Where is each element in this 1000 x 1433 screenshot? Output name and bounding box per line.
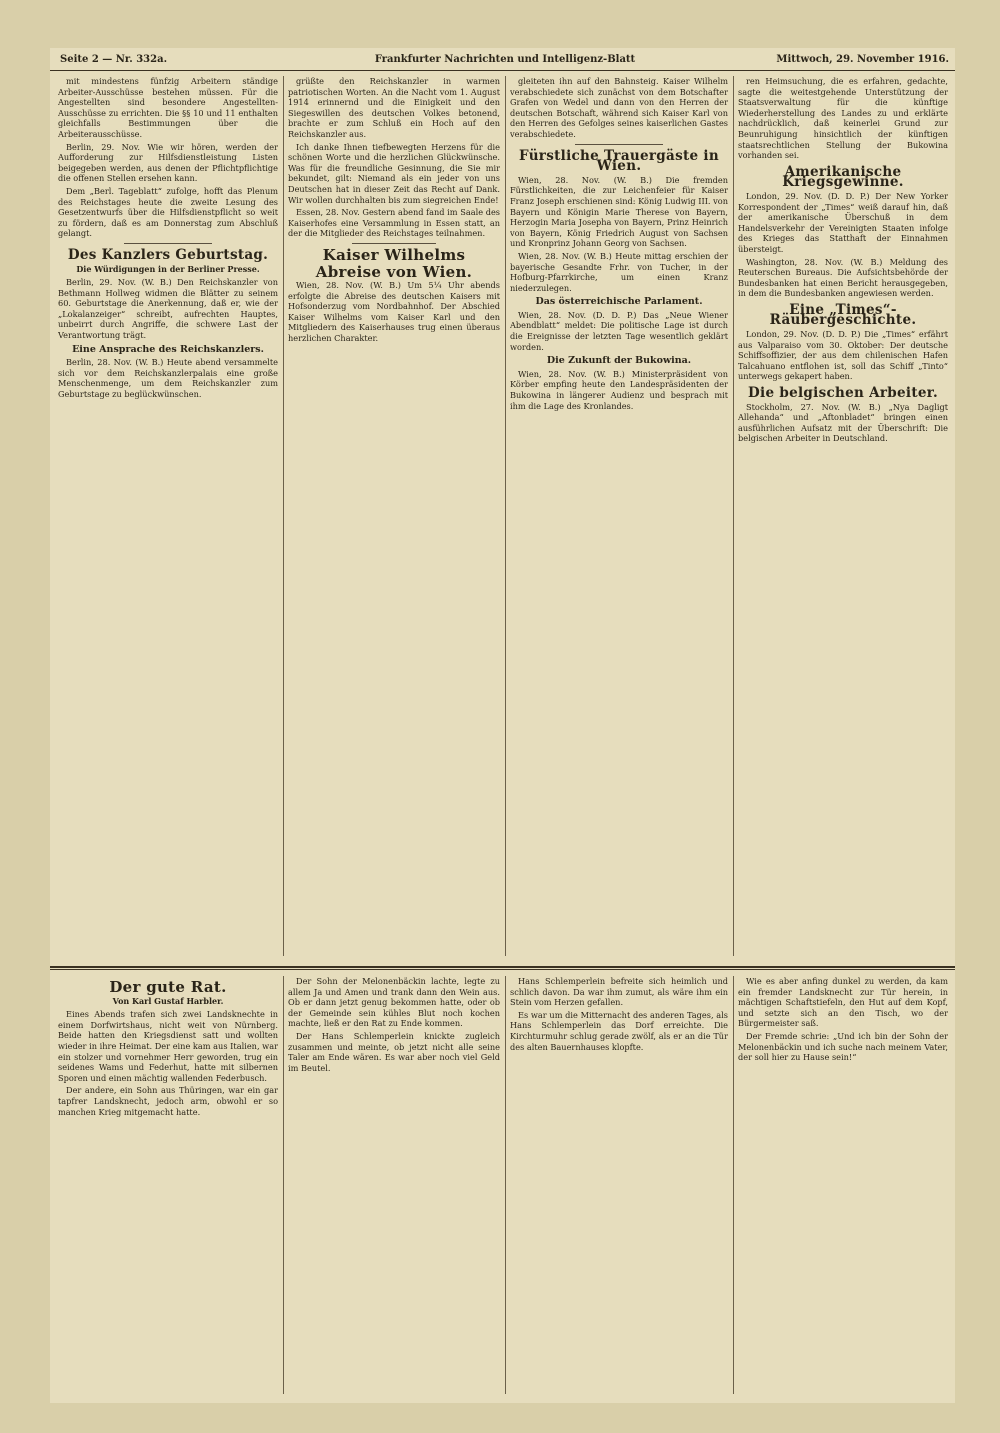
column-rule bbox=[283, 76, 284, 956]
issue-date: Mittwoch, 29. November 1916. bbox=[776, 54, 949, 65]
feuilleton-rule bbox=[50, 969, 955, 970]
article-text: Washington, 28. Nov. (W. B.) Meldung des Reuterschen Bureaus. Die Aufsichtsbehörde der Bundesbanken hat einen Bericht herausgegeben, in dem die Bundesbanken angewiesen werden. bbox=[738, 256, 948, 299]
newspaper-page bbox=[50, 48, 955, 1403]
feuilleton-title: Der gute Rat. bbox=[109, 978, 227, 996]
feuilleton-column-3 bbox=[510, 976, 728, 1394]
article-text: grüßte den Reichskanzler in warmen patriotischen Worten. An die Nacht vom 1. August 1914 erinnernd und die Einigkeit und den Siegeswillen des deutschen Volkes betonend, brachte er zum Schluß ein Hoch auf den Reichskanzler aus. bbox=[288, 76, 500, 139]
article-text: Wien, 28. Nov. (W. B.) Um 5¼ Uhr abends erfolgte die Abreise des deutschen Kaisers mit Hofsonderzug vom Nordbahnhof. Der Abschied Kaiser Wilhelms vom Kaiser Karl und den Mitgliedern des Kaiserhauses trug einen überaus herzlichen Charakter. bbox=[288, 280, 500, 344]
article-text: Berlin, 29. Nov. Wie wir hören, werden der Aufforderung zur Hilfsdienstleistung Listen beigegeben werden, aus denen der Pflichtpflichtige die offenen Stellen ersehen kann. bbox=[58, 141, 278, 184]
article-text: Essen, 28. Nov. Gestern abend fand im Saale des Kaiserhofes eine Versammlung in Essen statt, an der die Mitglieder des Reichstages teilnahmen. bbox=[288, 207, 500, 239]
article-text: Berlin, 29. Nov. (W. B.) Den Reichskanzler von Bethmann Hollweg widmen die Blätter zu seinem 60. Geburtstage die Anerkennung, daß er, wie der „Lokalanzeiger“ schreibt, aufrechten Hauptes, unbeirrt durch Angriffe, die schwere Last der Verantwortung trägt. bbox=[58, 277, 278, 341]
column-4 bbox=[738, 76, 948, 956]
story-text: Der Fremde schrie: „Und ich bin der Sohn der Melonenbäckin und ich suche nach meinem Vater, der soll hier zu Hause sein!“ bbox=[738, 1030, 948, 1063]
article-text: Wien, 28. Nov. (D. D. P.) Das „Neue Wiener Abendblatt“ meldet: Die politische Lage ist durch die Ereignisse der letzten Tage wesentlich geklärt worden. bbox=[510, 309, 728, 352]
feuilleton-rule bbox=[50, 966, 955, 968]
article-headline: Eine „Times“-Räubergeschichte. bbox=[769, 301, 917, 329]
divider bbox=[124, 243, 212, 244]
page-number: Seite 2 — Nr. 332a. bbox=[60, 54, 168, 65]
feuilleton-column-4 bbox=[738, 976, 948, 1394]
feuilleton-author: Von Karl Gustaf Harbler. bbox=[112, 995, 224, 1006]
article-headline: Das österreichische Parlament. bbox=[535, 296, 703, 308]
column-rule bbox=[505, 976, 506, 1394]
story-text: Es war um die Mitternacht des anderen Tages, als Hans Schlemperlein das Dorf erreichte. Die Kirchturmuhr schlug gerade zwölf, als er an die Tür des alten Bauernhauses klopfte. bbox=[510, 1009, 728, 1052]
article-headline: Die Zukunft der Bukowina. bbox=[546, 355, 692, 367]
article-text: Dem „Berl. Tageblatt“ zufolge, hofft das Plenum des Reichstages heute die zweite Lesung des Gesetzentwurfs über die Hilfsdienstpflicht so weit zu fördern, daß es am Donnerstag zum Abschluß gelangt. bbox=[58, 185, 278, 239]
column-3 bbox=[510, 76, 728, 956]
story-text: Eines Abends trafen sich zwei Landsknechte in einem Dorfwirtshaus, nicht weit von Nürnberg. Beide hatten den Kriegsdienst satt und wollten wieder in ihre Heimat. Der eine kam aus Italien, war ein stolzer und vornehmer Herr geworden, trug ein seidenes Wams und Federhut, hatte mit silbernen Sporen und einen mächtig wallenden Federbusch. bbox=[58, 1009, 278, 1083]
article-text: Stockholm, 27. Nov. (W. B.) „Nya Dagligt Allehanda“ und „Aftonbladet“ bringen einen ausführlichen Aufsatz mit der Überschrift: Die belgischen Arbeiter in Deutschland. bbox=[738, 401, 948, 444]
divider bbox=[352, 243, 437, 244]
story-text: Der andere, ein Sohn aus Thüringen, war ein gar tapfrer Landsknecht, jedoch arm, obwohl er so manchen Krieg mitgemacht hatte. bbox=[58, 1085, 278, 1117]
column-rule bbox=[733, 976, 734, 1394]
divider bbox=[575, 144, 662, 145]
article-text: ren Heimsuchung, die es erfahren, gedachte, sagte die weitestgehende Unterstützung der Staatsverwaltung für die künftige Wiederherstellung des Landes zu und erklärte nachdrücklich, daß keinerlei Grund zur Beunruhigung hinsichtlich der künftigen staatsrechtlichen Stellung der Bukowina vorhanden sei. bbox=[738, 76, 948, 161]
article-headline: Abreise von Wien. bbox=[315, 262, 473, 281]
article-text: Wien, 28. Nov. (W. B.) Die fremden Fürstlichkeiten, die zur Leichenfeier für Kaiser Franz Joseph erschienen sind: König Ludwig III. von Bayern und Königin Marie Therese von Bayern, Herzogin Maria Josepha von Bayern, Prinz Heinrich von Bayern, König Friedrich August von Sachsen und Kronprinz Johann Georg von Sachsen. bbox=[510, 174, 728, 249]
article-subheadline: Die Würdigungen in der Berliner Presse. bbox=[76, 263, 260, 274]
column-rule bbox=[505, 76, 506, 956]
story-text: Der Hans Schlemperlein knickte zugleich zusammen und meinte, ob jetzt nicht alle seine Taler am Ende wären. Es war aber noch viel Geld im Beutel. bbox=[288, 1030, 500, 1073]
article-text: gleiteten ihn auf den Bahnsteig. Kaiser Wilhelm verabschiedete sich zunächst von dem Botschafter Grafen von Wedel und dann von den Herren der deutschen Botschaft, während sich Kaiser Karl von den Herren des Gefolges seines kaiserlichen Gastes verabschiedete. bbox=[510, 76, 728, 139]
article-text: Ich danke Ihnen tiefbewegten Herzens für die schönen Worte und die herzlichen Glückwünsche. Was für die freundliche Gesinnung, die Sie mir bekundet, gilt: Niemand als ein jeder von uns Deutschen hat in dieser Zeit das Recht auf Dank. Wir wollen durchhalten bis zum siegreichen Ende! bbox=[288, 141, 500, 205]
article-headline: Die belgischen Arbeiter. bbox=[748, 385, 938, 402]
article-headline: Des Kanzlers Geburtstag. bbox=[67, 246, 269, 263]
story-text: Hans Schlemperlein befreite sich heimlich und schlich davon. Da war ihm zumut, als wäre ihm ein Stein vom Herzen gefallen. bbox=[510, 976, 728, 1008]
article-text: Wien, 28. Nov. (W. B.) Ministerpräsident von Körber empfing heute den Landespräsidenten der Bukowina in längerer Audienz und besprach mit ihm die Lage des Kronlandes. bbox=[510, 368, 728, 411]
article-text: mit mindestens fünfzig Arbeitern ständige Arbeiter-Ausschüsse bestehen müssen. Für die Angestellten sind besondere Angestellten-Ausschüsse zu errichten. Die §§ 10 und 11 enthalten gleichfalls Bestimmungen über die Arbeiterausschüsse. bbox=[58, 76, 278, 139]
column-rule bbox=[733, 76, 734, 956]
column-rule bbox=[283, 976, 284, 1394]
article-text: London, 29. Nov. (D. D. P.) Die „Times“ erfährt aus Valparaiso vom 30. Oktober: Der deutsche Schiffsoffizier, der aus dem chilenischen Hafen Talcahuano entflohen ist, soll das Schiff „Tinto“ unterwegs gekapert haben. bbox=[738, 329, 948, 382]
story-text: Der Sohn der Melonenbäckin lachte, legte zu allem Ja und Amen und trank dann den Wein aus. Ob er dann jetzt genug bekommen hatte, oder ob der Gemeinde sein kühles Blut noch kochen machte, ließ er den Rat zu Ende kommen. bbox=[288, 976, 500, 1029]
story-text: Wie es aber anfing dunkel zu werden, da kam ein fremder Landsknecht zur Tür herein, in mächtigen Schaftstiefeln, den Hut auf dem Kopf, und setzte sich an den Tisch, wo der Bürgermeister saß. bbox=[738, 976, 948, 1029]
article-headline: Fürstliche Trauergäste in Wien. bbox=[519, 147, 719, 175]
article-text: Wien, 28. Nov. (W. B.) Heute mittag erschien der bayerische Gesandte Frhr. von Tucher, in der Hofburg-Pfarrkirche, um einen Kranz niederzulegen. bbox=[510, 250, 728, 293]
article-text: London, 29. Nov. (D. D. P.) Der New Yorker Korrespondent der „Times“ weiß darauf hin, daß der amerikanische Überschuß in dem Handelsverkehr der Vereinigten Staaten infolge des Krieges das Statthaft der Einnahmen übersteigt. bbox=[738, 190, 948, 254]
feuilleton-column-2 bbox=[288, 976, 500, 1394]
article-headline: Eine Ansprache des Reichskanzlers. bbox=[72, 343, 264, 355]
article-headline: Kaiser Wilhelms bbox=[322, 245, 466, 264]
newspaper-title: Frankfurter Nachrichten und Intelligenz-Blatt bbox=[374, 54, 636, 65]
column-2 bbox=[288, 76, 500, 956]
article-text: Berlin, 28. Nov. (W. B.) Heute abend versammelte sich vor dem Reichskanzlerpalais eine große Menschenmenge, um dem Reichskanzler zum Geburtstage zu beglückwünschen. bbox=[58, 357, 278, 400]
column-1 bbox=[58, 76, 278, 956]
feuilleton-column-1 bbox=[58, 976, 278, 1394]
masthead bbox=[50, 52, 955, 71]
article-headline: Amerikanische Kriegsgewinne. bbox=[782, 163, 904, 191]
